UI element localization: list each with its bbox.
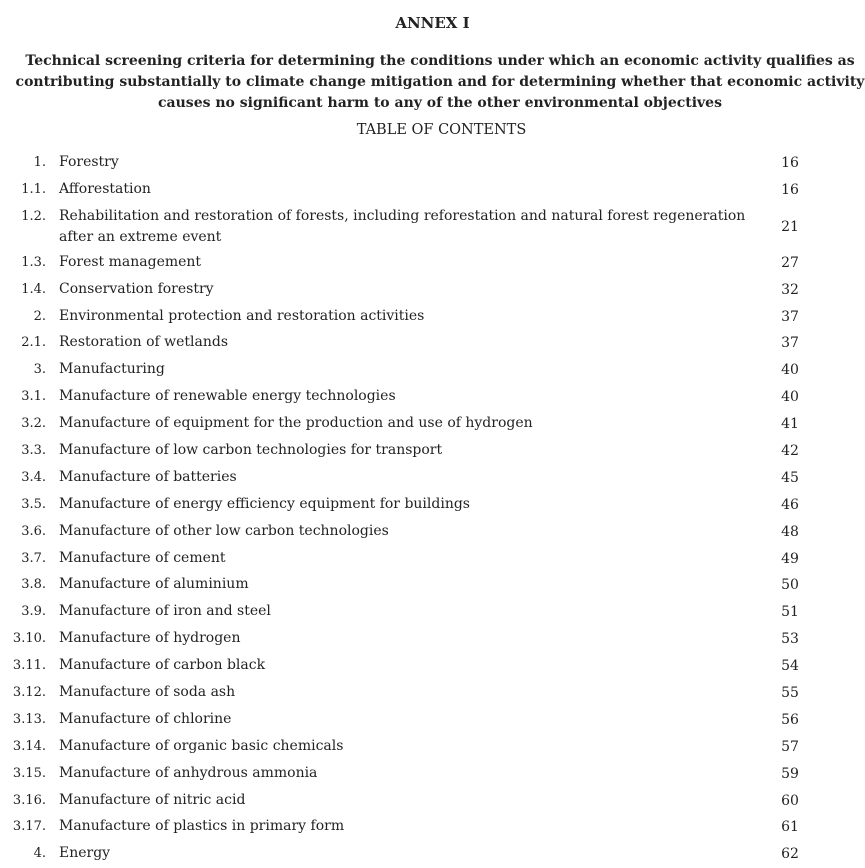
toc-entry-title[interactable]: Manufacture of energy efficiency equipment for buildings xyxy=(59,495,470,512)
toc-entry-title[interactable]: Manufacture of chlorine xyxy=(59,710,232,727)
toc-entry-number: 3.14. xyxy=(12,738,46,754)
toc-entry-page[interactable]: 51 xyxy=(781,604,799,621)
toc-entry-page[interactable]: 46 xyxy=(781,496,799,513)
toc-entry-number: 1.3. xyxy=(21,254,46,270)
toc-entry[interactable] xyxy=(0,761,865,788)
toc-entry[interactable] xyxy=(0,680,865,707)
toc-entry-page[interactable]: 45 xyxy=(781,469,799,486)
toc-entry[interactable] xyxy=(0,150,865,177)
toc-entry-title[interactable]: Manufacture of carbon black xyxy=(59,657,266,674)
toc-entry-page[interactable]: 48 xyxy=(781,523,799,540)
toc-entry[interactable] xyxy=(0,384,865,411)
toc-entry-number: 3.10. xyxy=(12,631,46,647)
toc-entry-title[interactable]: Manufacture of equipment for the production and use of hydrogen xyxy=(59,415,533,432)
toc-entry-page[interactable]: 59 xyxy=(781,765,799,782)
toc-entry-number: 3.9. xyxy=(21,604,46,620)
toc-entry[interactable] xyxy=(0,250,865,277)
toc-entry-page[interactable]: 60 xyxy=(781,792,799,809)
toc-entry[interactable] xyxy=(0,841,865,868)
toc-entry[interactable] xyxy=(0,411,865,438)
toc-entry-number: 2.1. xyxy=(21,335,46,351)
toc-entry-number: 2. xyxy=(33,308,46,324)
toc-entry-number: 3. xyxy=(33,362,46,378)
toc-entry-title[interactable]: Manufacture of cement xyxy=(59,549,226,566)
toc-entry-title[interactable]: Manufacture of aluminium xyxy=(59,576,249,593)
toc-entry-page[interactable]: 40 xyxy=(781,389,799,406)
toc-entry-page[interactable]: 32 xyxy=(781,281,799,298)
toc-entry-page[interactable]: 56 xyxy=(781,711,799,728)
toc-entry-number: 3.13. xyxy=(12,711,46,727)
toc-entry-title[interactable]: Restoration of wetlands xyxy=(59,334,229,351)
toc-entry-title[interactable]: Manufacture of iron and steel xyxy=(59,603,271,620)
toc-entry-number: 3.3. xyxy=(21,443,46,459)
toc-entry-number: 3.15. xyxy=(12,765,46,781)
toc-entry-title[interactable]: Manufacture of nitric acid xyxy=(59,791,246,808)
toc-heading: TABLE OF CONTENTS xyxy=(356,122,527,138)
toc-entry-title[interactable]: Energy xyxy=(59,845,111,862)
toc-entry-page[interactable]: 50 xyxy=(781,577,799,594)
toc-entry-title[interactable]: Manufacture of batteries xyxy=(59,468,237,485)
toc-entry[interactable] xyxy=(0,653,865,680)
toc-entry-number: 3.4. xyxy=(21,469,46,485)
toc-entry-title[interactable]: Forest management xyxy=(59,253,202,270)
toc-entry-title[interactable]: Conservation forestry xyxy=(59,280,214,297)
toc-entry-title[interactable]: Manufacture of hydrogen xyxy=(59,630,241,647)
toc-entry-number: 3.5. xyxy=(21,496,46,512)
toc-entry-page[interactable]: 21 xyxy=(781,218,799,235)
toc-entry-title[interactable]: Rehabilitation and restoration of forests, including reforestation and natural forest regeneration after an extreme event xyxy=(59,207,746,245)
toc-entry[interactable] xyxy=(0,357,865,384)
toc-entry-number: 1.2. xyxy=(21,208,46,224)
toc-entry-number: 3.2. xyxy=(21,416,46,432)
annex-title: ANNEX I xyxy=(395,14,470,32)
toc-entry[interactable] xyxy=(0,177,865,204)
toc-entry[interactable] xyxy=(0,546,865,573)
toc-entry-number: 3.12. xyxy=(12,685,46,701)
toc-entry-title[interactable]: Forestry xyxy=(59,154,119,170)
toc-entry-page[interactable]: 55 xyxy=(781,685,799,702)
toc-entry-number: 3.8. xyxy=(21,577,46,593)
toc-entry[interactable] xyxy=(0,626,865,653)
toc-entry-page[interactable]: 16 xyxy=(781,181,799,198)
toc-entry-number: 3.7. xyxy=(21,550,46,566)
toc-entry-number: 3.1. xyxy=(21,389,46,405)
toc-entry-page[interactable]: 27 xyxy=(781,254,799,271)
toc-entry-number: 3.6. xyxy=(21,523,46,539)
toc-entry[interactable] xyxy=(0,492,865,519)
toc-entry[interactable] xyxy=(0,519,865,546)
toc-entry[interactable] xyxy=(0,438,865,465)
toc-entry-title[interactable]: Manufacture of other low carbon technologies xyxy=(59,522,389,539)
toc-entry[interactable] xyxy=(0,465,865,492)
toc-entry-page[interactable]: 16 xyxy=(781,155,799,171)
toc-entry-title[interactable]: Manufacture of anhydrous ammonia xyxy=(59,764,318,781)
toc-entry[interactable] xyxy=(0,788,865,815)
toc-entry-title[interactable]: Manufacture of low carbon technologies for transport xyxy=(59,442,443,459)
toc-entry[interactable] xyxy=(0,599,865,626)
toc-entry[interactable] xyxy=(0,330,865,357)
toc-entry[interactable] xyxy=(0,707,865,734)
toc-entry-title[interactable]: Afforestation xyxy=(59,180,151,197)
toc-entry[interactable] xyxy=(0,204,865,250)
toc-entry-title[interactable]: Manufacture of renewable energy technologies xyxy=(59,388,396,405)
toc-entry-page[interactable]: 57 xyxy=(781,738,799,755)
toc-entry-page[interactable]: 37 xyxy=(781,335,799,352)
toc-entry-number: 1. xyxy=(33,155,46,170)
toc-entry[interactable] xyxy=(0,572,865,599)
toc-entry-number: 3.11. xyxy=(12,658,46,674)
toc-entry-title[interactable]: Manufacture of organic basic chemicals xyxy=(59,737,344,754)
toc-entry-number: 4. xyxy=(33,846,46,862)
toc-entry-page[interactable]: 49 xyxy=(781,550,799,567)
toc-entry-number: 3.17. xyxy=(12,819,46,835)
annex-subtitle: Technical screening criteria for determining the conditions under which an economic activity qualifies as contributing substantially to climate change mitigation and for determining whether that economic activity causes no significant harm to any of the other environmental objectives xyxy=(15,53,865,111)
toc-entry-page[interactable]: 40 xyxy=(781,362,799,379)
toc-entry-title[interactable]: Environmental protection and restoration activities xyxy=(59,307,425,324)
toc-entry-title[interactable]: Manufacture of soda ash xyxy=(59,684,236,701)
toc-entry-page[interactable]: 42 xyxy=(781,443,799,460)
table-of-contents xyxy=(0,150,865,868)
toc-entry[interactable] xyxy=(0,814,865,841)
toc-entry-number: 1.1. xyxy=(21,181,46,197)
toc-entry-number: 3.16. xyxy=(12,792,46,808)
toc-entry-title[interactable]: Manufacture of plastics in primary form xyxy=(59,818,345,835)
toc-entry-page[interactable]: 37 xyxy=(781,308,799,325)
toc-entry-page[interactable]: 61 xyxy=(781,819,799,836)
toc-entry-page[interactable]: 41 xyxy=(781,416,799,433)
toc-entry-title[interactable]: Manufacturing xyxy=(59,361,165,378)
toc-entry-page[interactable]: 54 xyxy=(781,658,799,675)
toc-entry[interactable] xyxy=(0,304,865,331)
toc-entry-page[interactable]: 53 xyxy=(781,631,799,648)
toc-entry[interactable] xyxy=(0,277,865,304)
toc-entry-number: 1.4. xyxy=(21,281,46,297)
toc-entry[interactable] xyxy=(0,734,865,761)
toc-entry-page[interactable]: 62 xyxy=(781,846,799,863)
